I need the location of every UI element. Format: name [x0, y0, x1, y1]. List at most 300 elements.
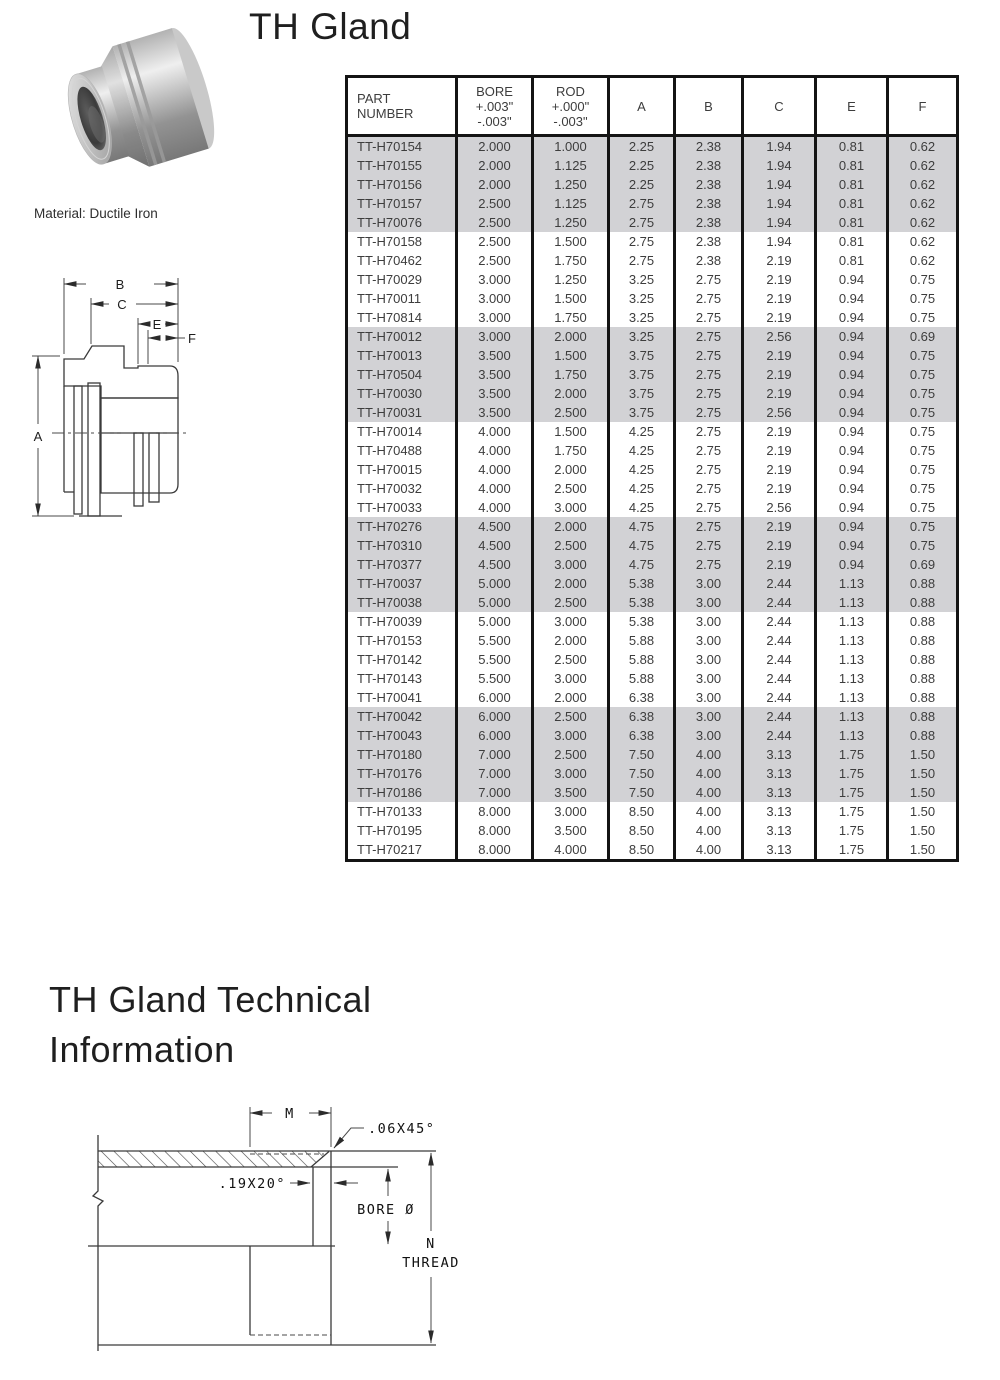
dimension-cell: 0.81: [816, 156, 888, 175]
tech-title-line1: TH Gland Technical: [49, 979, 372, 1020]
part-number-cell: TT-H70013: [347, 346, 457, 365]
table-row: [347, 327, 958, 346]
dimension-cell: 0.69: [888, 327, 958, 346]
dimension-cell: 0.88: [888, 631, 958, 650]
dim-label-f: F: [188, 331, 196, 346]
material-note: Material: Ductile Iron: [34, 206, 158, 221]
dimension-cell: 3.25: [609, 308, 675, 327]
dimension-cell: 0.62: [888, 194, 958, 213]
part-number-cell: TT-H70157: [347, 194, 457, 213]
dimension-cell: 2.75: [675, 365, 743, 384]
dimension-cell: 5.38: [609, 612, 675, 631]
part-number-cell: TT-H70156: [347, 175, 457, 194]
dimension-cell: 1.500: [533, 422, 609, 441]
dimension-cell: 1.13: [816, 726, 888, 745]
dimension-cell: 0.75: [888, 365, 958, 384]
dimension-cell: 4.75: [609, 555, 675, 574]
dimension-cell: 1.125: [533, 156, 609, 175]
dimension-cell: 2.75: [675, 479, 743, 498]
dimension-cell: 0.81: [816, 232, 888, 251]
dim-label-m: M: [285, 1106, 295, 1122]
dimension-cell: 2.19: [743, 517, 816, 536]
dimension-cell: 0.62: [888, 156, 958, 175]
dimension-cell: 1.50: [888, 840, 958, 861]
dimension-cell: 2.75: [675, 270, 743, 289]
table-row: [347, 308, 958, 327]
dimension-cell: 2.000: [457, 175, 533, 194]
dimension-cell: 2.000: [533, 460, 609, 479]
table-row: [347, 612, 958, 631]
tech-section-title: [49, 975, 372, 1075]
dimension-cell: 1.13: [816, 612, 888, 631]
dimension-cell: 0.75: [888, 384, 958, 403]
dimension-cell: 0.75: [888, 403, 958, 422]
dimension-cell: 4.00: [675, 764, 743, 783]
dimension-cell: 2.19: [743, 270, 816, 289]
dimension-cell: 2.75: [675, 422, 743, 441]
dimension-cell: 0.75: [888, 479, 958, 498]
dimension-cell: 3.00: [675, 688, 743, 707]
dimension-cell: 2.38: [675, 213, 743, 232]
dimension-cell: 0.62: [888, 175, 958, 194]
table-row: [347, 479, 958, 498]
dimension-cell: 1.50: [888, 821, 958, 840]
dimension-cell: 6.000: [457, 707, 533, 726]
dimension-cell: 2.500: [457, 213, 533, 232]
dimension-cell: 3.13: [743, 840, 816, 861]
table-row: [347, 213, 958, 232]
part-number-cell: TT-H70011: [347, 289, 457, 308]
table-row: [347, 707, 958, 726]
drawing-body: [88, 1135, 436, 1351]
part-number-cell: TT-H70042: [347, 707, 457, 726]
dimension-cell: 2.38: [675, 251, 743, 270]
table-row: [347, 498, 958, 517]
dimension-cell: 2.500: [533, 536, 609, 555]
table-row: [347, 289, 958, 308]
dimension-cell: 2.75: [675, 384, 743, 403]
dimension-cell: 5.38: [609, 593, 675, 612]
dimension-cell: 4.25: [609, 441, 675, 460]
part-number-cell: TT-H70377: [347, 555, 457, 574]
table-row: [347, 251, 958, 270]
dimension-cell: 0.94: [816, 517, 888, 536]
dimension-cell: 0.88: [888, 726, 958, 745]
dim-label-a: A: [33, 429, 43, 444]
dimension-cell: 1.125: [533, 194, 609, 213]
dimension-cell: 2.38: [675, 194, 743, 213]
technical-drawing: [58, 1083, 478, 1378]
dimension-cell: 2.75: [675, 346, 743, 365]
spec-table: [345, 75, 959, 862]
drawing-dimensions: [219, 1106, 460, 1343]
dimension-cell: 4.00: [675, 840, 743, 861]
dimension-cell: 2.75: [609, 232, 675, 251]
dimension-cell: 1.13: [816, 688, 888, 707]
dimension-cell: 2.75: [675, 517, 743, 536]
dimension-cell: 3.000: [533, 802, 609, 821]
table-row: [347, 688, 958, 707]
dimension-cell: 8.50: [609, 802, 675, 821]
dimension-cell: 0.94: [816, 536, 888, 555]
dimension-cell: 0.69: [888, 555, 958, 574]
dimension-cell: 2.75: [675, 308, 743, 327]
dimension-cell: 0.75: [888, 422, 958, 441]
dimension-cell: 8.000: [457, 840, 533, 861]
table-row: [347, 764, 958, 783]
dimension-cell: 0.88: [888, 593, 958, 612]
dimension-cell: 4.25: [609, 460, 675, 479]
dimension-cell: 3.000: [533, 669, 609, 688]
dimension-cell: 3.500: [457, 403, 533, 422]
section-outline: [52, 383, 190, 516]
dimension-cell: 3.000: [533, 555, 609, 574]
dimension-cell: 2.44: [743, 650, 816, 669]
dimension-cell: 0.94: [816, 346, 888, 365]
dimension-cell: 2.19: [743, 422, 816, 441]
dimension-cell: 2.000: [533, 631, 609, 650]
tech-title-line2: Information: [49, 1029, 235, 1070]
bore-label: BORE Ø: [357, 1202, 415, 1218]
dimension-cell: 3.000: [533, 498, 609, 517]
dimension-cell: 1.750: [533, 441, 609, 460]
dimension-cell: 2.75: [675, 441, 743, 460]
dimension-cell: 1.94: [743, 213, 816, 232]
dimension-cell: 0.81: [816, 213, 888, 232]
table-row: [347, 384, 958, 403]
dimension-cell: 2.19: [743, 384, 816, 403]
part-number-cell: TT-H70158: [347, 232, 457, 251]
table-row: [347, 821, 958, 840]
table-row: [347, 175, 958, 194]
dimension-cell: 3.500: [457, 365, 533, 384]
dimension-cell: 2.75: [675, 498, 743, 517]
dimension-cell: 0.88: [888, 574, 958, 593]
dimension-cell: 1.94: [743, 194, 816, 213]
dimension-cell: 6.000: [457, 726, 533, 745]
dimension-cell: 4.000: [457, 422, 533, 441]
dimension-cell: 3.000: [533, 764, 609, 783]
part-number-cell: TT-H70015: [347, 460, 457, 479]
dimension-cell: 4.500: [457, 555, 533, 574]
dimension-cell: 4.00: [675, 783, 743, 802]
dimension-cell: 3.000: [457, 327, 533, 346]
dimension-cell: 6.38: [609, 688, 675, 707]
dimension-cell: 3.000: [457, 270, 533, 289]
dim-label-c: C: [117, 297, 127, 312]
part-number-cell: TT-H70032: [347, 479, 457, 498]
part-number-cell: TT-H70310: [347, 536, 457, 555]
part-number-cell: TT-H70176: [347, 764, 457, 783]
dimension-cell: 1.75: [816, 840, 888, 861]
dimension-cell: 3.500: [457, 346, 533, 365]
dimension-cell: 0.75: [888, 308, 958, 327]
col-header-b: B: [675, 77, 743, 136]
part-number-cell: TT-H70041: [347, 688, 457, 707]
part-number-cell: TT-H70014: [347, 422, 457, 441]
dimension-cell: 1.750: [533, 251, 609, 270]
table-row: [347, 346, 958, 365]
dimension-cell: 3.500: [533, 821, 609, 840]
dimension-cell: 0.94: [816, 555, 888, 574]
dimension-cell: 4.25: [609, 498, 675, 517]
part-number-cell: TT-H70276: [347, 517, 457, 536]
dimension-cell: 0.88: [888, 688, 958, 707]
dimension-cell: 8.000: [457, 802, 533, 821]
dimension-cell: 2.44: [743, 631, 816, 650]
table-row: [347, 745, 958, 764]
dimension-cell: 0.81: [816, 136, 888, 157]
dimension-cell: 3.00: [675, 631, 743, 650]
dimension-cell: 0.81: [816, 175, 888, 194]
col-header-c: C: [743, 77, 816, 136]
dimension-cell: 2.500: [457, 232, 533, 251]
part-number-cell: TT-H70504: [347, 365, 457, 384]
table-row: [347, 156, 958, 175]
part-number-cell: TT-H70155: [347, 156, 457, 175]
dimension-cell: 0.75: [888, 536, 958, 555]
dimension-cell: 7.50: [609, 745, 675, 764]
table-row: [347, 555, 958, 574]
dim-label-b: B: [115, 277, 125, 292]
dimension-cell: 1.750: [533, 365, 609, 384]
dimension-cell: 3.75: [609, 403, 675, 422]
col-header-e: E: [816, 77, 888, 136]
dimension-cell: 3.13: [743, 783, 816, 802]
dimension-cell: 2.000: [533, 517, 609, 536]
dimension-cell: 0.81: [816, 194, 888, 213]
dimension-cell: 3.500: [533, 783, 609, 802]
dimension-cell: 2.000: [533, 688, 609, 707]
table-row: [347, 194, 958, 213]
dimension-cell: 6.000: [457, 688, 533, 707]
dimension-cell: 0.81: [816, 251, 888, 270]
table-row: [347, 460, 958, 479]
dimension-cell: 1.13: [816, 631, 888, 650]
dimension-cell: 2.44: [743, 593, 816, 612]
table-row: [347, 365, 958, 384]
dimension-cell: 1.500: [533, 346, 609, 365]
dimension-cell: 2.500: [533, 593, 609, 612]
dimension-cell: 0.88: [888, 669, 958, 688]
dimension-cell: 0.94: [816, 403, 888, 422]
table-row: [347, 536, 958, 555]
dimension-cell: 6.38: [609, 726, 675, 745]
dimension-cell: 0.88: [888, 707, 958, 726]
col-header-bore: BORE +.003" -.003": [457, 77, 533, 136]
dimension-cell: 2.75: [675, 555, 743, 574]
dimension-cell: 0.75: [888, 289, 958, 308]
dimension-cell: 1.250: [533, 270, 609, 289]
dimension-cell: 3.00: [675, 650, 743, 669]
dimension-cell: 2.000: [533, 327, 609, 346]
dimension-cell: 0.75: [888, 498, 958, 517]
dimension-cell: 2.56: [743, 403, 816, 422]
dimension-cell: 2.25: [609, 175, 675, 194]
dimension-cell: 0.75: [888, 346, 958, 365]
page-title: TH Gland: [249, 6, 412, 47]
dimension-cell: 5.38: [609, 574, 675, 593]
dimension-cell: 7.50: [609, 783, 675, 802]
part-number-cell: TT-H70033: [347, 498, 457, 517]
dimension-cell: 1.94: [743, 136, 816, 157]
part-number-cell: TT-H70180: [347, 745, 457, 764]
dimension-cell: 2.500: [457, 251, 533, 270]
table-row: [347, 136, 958, 157]
dimension-cell: 0.94: [816, 384, 888, 403]
dimension-cell: 1.94: [743, 156, 816, 175]
dimension-cell: 2.75: [675, 460, 743, 479]
dimension-cell: 4.000: [457, 460, 533, 479]
table-row: [347, 574, 958, 593]
table-row: [347, 517, 958, 536]
dimension-cell: 7.000: [457, 745, 533, 764]
dimension-cell: 2.44: [743, 726, 816, 745]
dimension-cell: 2.75: [609, 251, 675, 270]
dimension-cell: 2.75: [609, 213, 675, 232]
section-hatch: [64, 346, 178, 398]
dimension-cell: 0.88: [888, 650, 958, 669]
dimension-cell: 5.500: [457, 631, 533, 650]
dimension-cell: 0.75: [888, 517, 958, 536]
dimension-cell: 0.62: [888, 251, 958, 270]
dimension-cell: 3.13: [743, 745, 816, 764]
dimension-cell: 3.000: [457, 308, 533, 327]
dimension-cell: 3.25: [609, 270, 675, 289]
dimension-cell: 2.500: [533, 403, 609, 422]
dimension-cell: 2.75: [675, 289, 743, 308]
dimension-cell: 4.25: [609, 479, 675, 498]
table-row: [347, 783, 958, 802]
dimension-cell: 1.75: [816, 764, 888, 783]
dimension-cell: 2.500: [533, 479, 609, 498]
dimension-cell: 3.00: [675, 612, 743, 631]
dimension-cell: 3.25: [609, 289, 675, 308]
dimension-cell: 1.13: [816, 707, 888, 726]
dimension-cell: 0.94: [816, 327, 888, 346]
dimension-cell: 2.19: [743, 346, 816, 365]
dimension-cell: 4.25: [609, 422, 675, 441]
part-number-cell: TT-H70217: [347, 840, 457, 861]
part-number-cell: TT-H70154: [347, 136, 457, 157]
gland-photo-illustration: [36, 6, 236, 204]
dimension-cell: 2.25: [609, 156, 675, 175]
dimension-cell: 1.50: [888, 764, 958, 783]
dimension-cell: 2.500: [533, 707, 609, 726]
dimension-cell: 3.75: [609, 384, 675, 403]
dimension-cell: 5.88: [609, 631, 675, 650]
dimension-cell: 0.94: [816, 270, 888, 289]
table-header-row: [347, 77, 958, 136]
dimension-cell: 2.38: [675, 232, 743, 251]
dimension-cell: 4.00: [675, 821, 743, 840]
dimension-cell: 5.500: [457, 650, 533, 669]
dimension-cell: 2.19: [743, 289, 816, 308]
dimension-cell: 4.500: [457, 517, 533, 536]
dimension-cell: 1.500: [533, 289, 609, 308]
dimension-cell: 0.62: [888, 136, 958, 157]
dimension-cell: 5.000: [457, 593, 533, 612]
dimension-cell: 2.500: [533, 650, 609, 669]
dimension-cell: 4.000: [457, 441, 533, 460]
dimension-cell: 2.44: [743, 707, 816, 726]
dimension-cell: 2.19: [743, 479, 816, 498]
dimension-cell: 0.94: [816, 460, 888, 479]
part-number-cell: TT-H70133: [347, 802, 457, 821]
dimension-cell: 2.000: [457, 156, 533, 175]
chamfer-bore-label: .19X20°: [218, 1176, 286, 1192]
dimension-cell: 2.000: [533, 384, 609, 403]
chamfer-top-label: .06X45°: [368, 1121, 436, 1137]
dimension-cell: 7.000: [457, 783, 533, 802]
dimension-cell: 7.000: [457, 764, 533, 783]
dimension-cell: 8.50: [609, 821, 675, 840]
dimension-cell: 2.19: [743, 251, 816, 270]
dimension-cell: 2.19: [743, 460, 816, 479]
col-header-part-number: PART NUMBER: [347, 77, 457, 136]
dimension-cell: 4.75: [609, 517, 675, 536]
dimension-cell: 3.25: [609, 327, 675, 346]
dimension-cell: 2.44: [743, 612, 816, 631]
dimension-cell: 2.25: [609, 136, 675, 157]
dimension-cell: 8.50: [609, 840, 675, 861]
dimension-cell: 3.00: [675, 574, 743, 593]
part-number-cell: TT-H70195: [347, 821, 457, 840]
dimension-cell: 2.75: [675, 327, 743, 346]
part-number-cell: TT-H70143: [347, 669, 457, 688]
table-row: [347, 631, 958, 650]
part-number-cell: TT-H70037: [347, 574, 457, 593]
product-photo: [36, 6, 236, 204]
dimension-cell: 2.38: [675, 175, 743, 194]
table-row: [347, 422, 958, 441]
dimension-cell: 0.94: [816, 422, 888, 441]
dimension-cell: 1.75: [816, 802, 888, 821]
dimension-lines: [32, 277, 196, 516]
dimension-cell: 4.000: [457, 479, 533, 498]
dimension-cell: 1.75: [816, 745, 888, 764]
dimension-cell: 6.38: [609, 707, 675, 726]
dimension-cell: 1.000: [533, 136, 609, 157]
thread-label: THREAD: [402, 1255, 460, 1271]
table-row: [347, 270, 958, 289]
table-row: [347, 726, 958, 745]
dimension-cell: 1.750: [533, 308, 609, 327]
part-number-cell: TT-H70462: [347, 251, 457, 270]
dimension-cell: 3.000: [533, 612, 609, 631]
table-row: [347, 802, 958, 821]
col-header-rod: ROD +.000" -.003": [533, 77, 609, 136]
dimension-cell: 1.13: [816, 669, 888, 688]
col-header-f: F: [888, 77, 958, 136]
dimension-cell: 1.50: [888, 745, 958, 764]
dimension-cell: 1.94: [743, 175, 816, 194]
dimension-cell: 0.94: [816, 479, 888, 498]
col-header-a: A: [609, 77, 675, 136]
dimension-cell: 0.62: [888, 232, 958, 251]
table-row: [347, 650, 958, 669]
dimension-cell: 5.000: [457, 574, 533, 593]
part-number-cell: TT-H70043: [347, 726, 457, 745]
dimension-cell: 0.75: [888, 270, 958, 289]
dimension-cell: 2.44: [743, 574, 816, 593]
dimension-cell: 0.75: [888, 441, 958, 460]
dimension-cell: 3.00: [675, 707, 743, 726]
dimension-cell: 1.250: [533, 175, 609, 194]
dimension-cell: 1.13: [816, 650, 888, 669]
dimension-cell: 5.88: [609, 650, 675, 669]
dimension-cell: 2.38: [675, 136, 743, 157]
